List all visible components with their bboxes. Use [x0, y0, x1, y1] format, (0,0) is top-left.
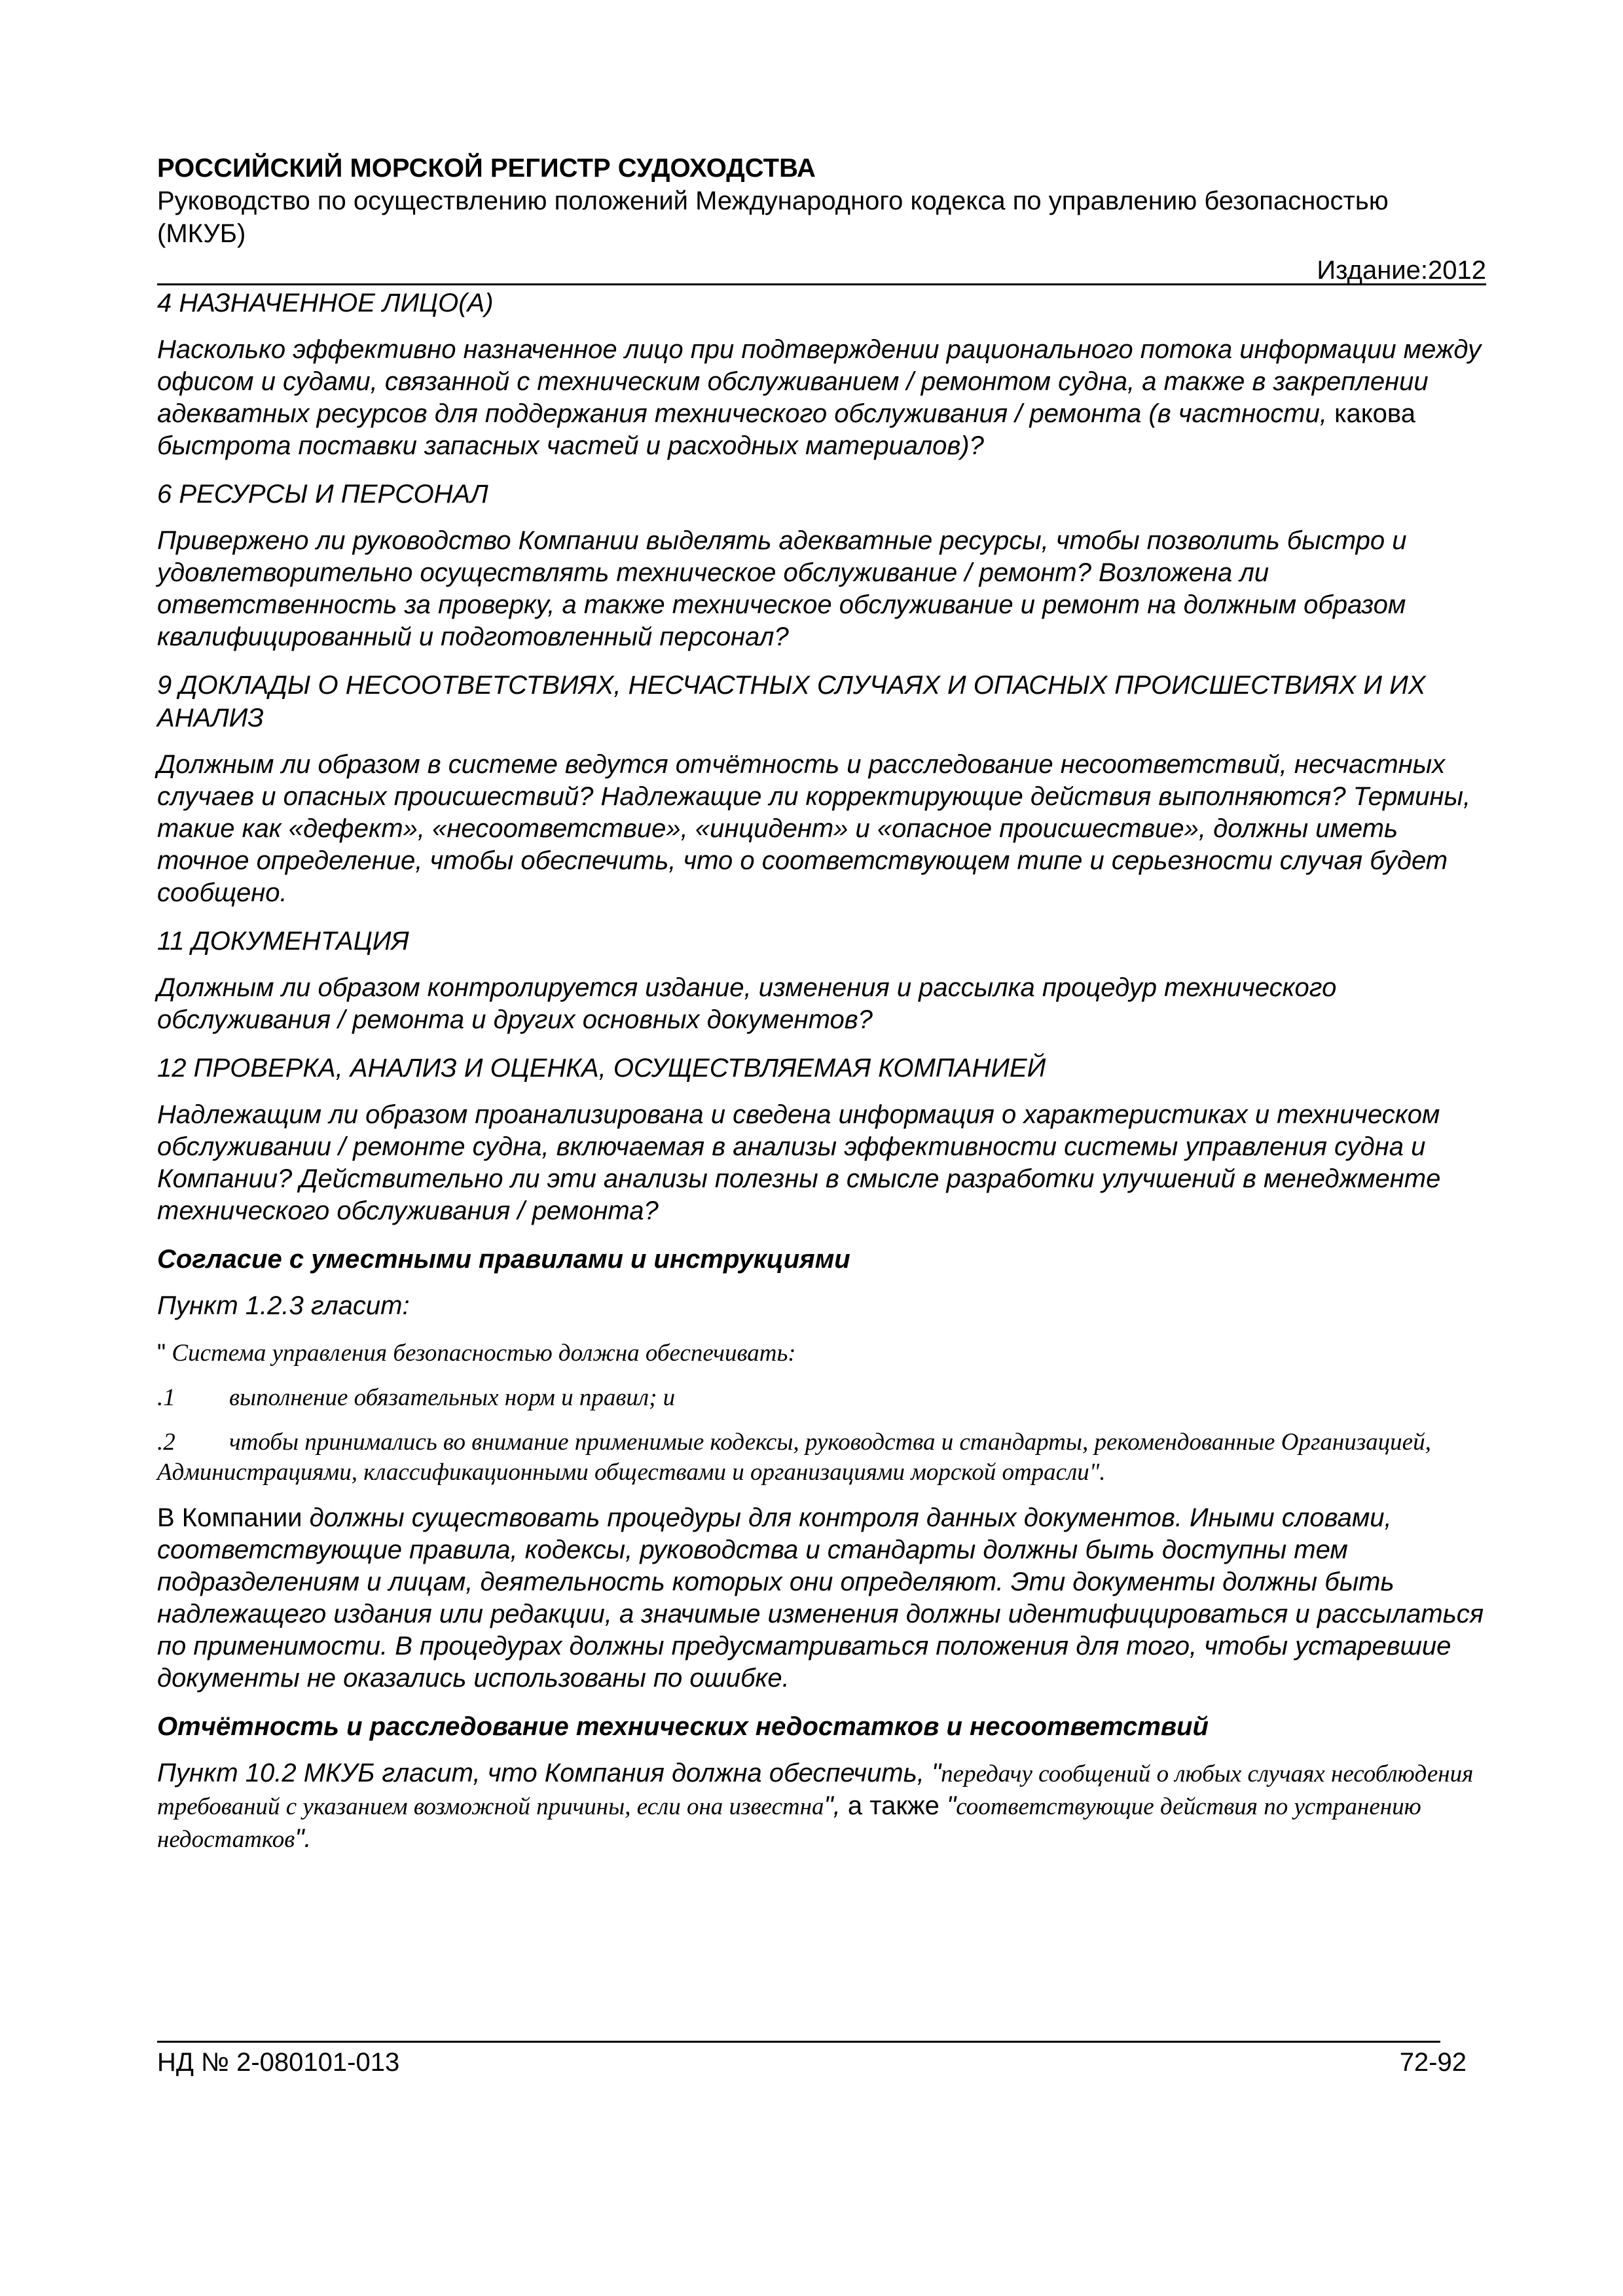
- section-heading-4: 4 НАЗНАЧЕННОЕ ЛИЦО(А): [157, 289, 494, 317]
- reporting-text-4: ": [939, 1791, 957, 1820]
- section-heading-12: 12 ПРОВЕРКА, АНАЛИЗ И ОЦЕНКА, ОСУЩЕСТВЛЯЕМАЯ КОМПАНИЕЙ: [157, 1054, 1046, 1083]
- document-title-line1: Руководство по осуществлению положений Международного кодекса по управлению безопасностью: [157, 187, 1389, 215]
- quote-mark: ": [157, 1339, 166, 1366]
- page-footer: [157, 2046, 1467, 2079]
- reporting-quote-2: соответствующие действия по устранению недостатков: [157, 1793, 1421, 1853]
- quote-item-2-number: .2: [157, 1429, 175, 1456]
- clause-intro: Пункт 1.2.3 гласит:: [157, 1291, 410, 1320]
- reporting-text-2: ",: [824, 1791, 848, 1820]
- page-header: [157, 152, 1486, 287]
- section-text-4-a: Насколько эффективно назначенное лицо при подтверждении рационального потока информации между офисом и судами, связанной с техническим обслуживанием / ремонтом судна, а также в закреплении адекватных ресурсов для поддержания технического обслуживания / ремонта (в частности,: [157, 335, 1482, 428]
- reporting-text-1: Пункт 10.2 МКУБ гласит, что Компания должна обеспечить, ": [157, 1759, 941, 1787]
- quote-intro: [157, 1338, 1486, 1369]
- reporting-text-5: ".: [295, 1824, 312, 1853]
- reporting-text: [157, 1757, 1486, 1856]
- compliance-heading: Согласие с уместными правилами и инструкциями: [157, 1245, 850, 1274]
- section-text-12: Надлежащим ли образом проанализирована и сведена информация о характеристиках и техническом обслуживании / ремонте судна, включаемая в анализы эффективности системы управления судна и Компании? Действительно ли эти анализы полезны в смысле разработки улучшений в менеджменте технического обслуживания / ремонта?: [157, 1100, 1441, 1225]
- section-text-9: Должным ли образом в системе ведутся отчётность и расследование несоответствий, несчастных случаев и опасных происшествий? Надлежащие ли корректирующие действия выполняются? Термины, такие как «дефект», «несоответствие», «инцидент» и «опасное происшествие», должны иметь точное определение, чтобы обеспечить, что о соответствующем типе и серьезности случая будет сообщено.: [157, 750, 1471, 907]
- document-title-line2: (МКУБ): [157, 219, 246, 248]
- quote-item-1: [157, 1383, 1486, 1413]
- quote-item-2-text: чтобы принимались во внимание применимые кодексы, руководства и стандарты, рекомендованные Организацией, Администрациями, классификационными обществами и организациями морской отрасли".: [157, 1429, 1431, 1486]
- section-text-4-b: какова: [1334, 399, 1415, 428]
- page-body: [157, 287, 1486, 1871]
- compliance-body-a: В Компании: [157, 1503, 302, 1532]
- organization-name: РОССИЙСКИЙ МОРСКОЙ РЕГИСТР СУДОХОДСТВА: [157, 154, 816, 183]
- reporting-quote-1: передачу сообщений о любых случаях несоблюдения требований с указанием возможной причины, если она известна: [157, 1761, 1474, 1820]
- page-number: 72-92: [1399, 2048, 1467, 2077]
- reporting-heading: Отчётность и расследование технических недостатков и несоответствий: [157, 1712, 1209, 1741]
- quote-item-1-text: выполнение обязательных норм и правил; и: [229, 1384, 676, 1411]
- footer-divider: [157, 2041, 1440, 2043]
- section-heading-6: 6 РЕСУРСЫ И ПЕРСОНАЛ: [157, 480, 488, 509]
- section-heading-9: 9 ДОКЛАДЫ О НЕСООТВЕТСТВИЯХ, НЕСЧАСТНЫХ СЛУЧАЯХ И ОПАСНЫХ ПРОИСШЕСТВИЯХ И ИХ АНАЛИЗ: [157, 671, 1426, 732]
- document-number: НД № 2-080101-013: [157, 2048, 400, 2077]
- quote-intro-text: Система управления безопасностью должна обеспечивать:: [166, 1340, 796, 1367]
- section-heading-11: 11 ДОКУМЕНТАЦИЯ: [157, 927, 409, 956]
- section-text-4-c: быстрота поставки запасных частей и расходных материалов)?: [157, 431, 984, 460]
- quote-item-1-number: .1: [157, 1384, 175, 1411]
- compliance-body-b: должны существовать процедуры для контроля данных документов. Иными словами, соответствующие правила, кодексы, руководства и стандарты должны быть доступны тем подразделениям и лицам, деятельность которых они определяют. Эти документы должны быть надлежащего издания или редакции, а значимые изменения должны идентифицироваться и рассылаться по применимости. В процедурах должны предусматриваться положения для того, чтобы устаревшие документы не оказались использованы по ошибке.: [157, 1503, 1484, 1693]
- section-text-6: Привержено ли руководство Компании выделять адекватные ресурсы, чтобы позволить быстро и удовлетворительно осуществлять техническое обслуживание / ремонт? Возложена ли ответственность за проверку, а также техническое обслуживание и ремонт на должным образом квалифицированный и подготовленный персонал?: [157, 526, 1407, 651]
- section-text-11: Должным ли образом контролируется издание, изменения и рассылка процедур технического обслуживания / ремонта и других основных документов?: [157, 973, 1337, 1034]
- reporting-text-3: а также: [847, 1791, 939, 1820]
- section-text-4: [157, 334, 1486, 462]
- edition-label: Издание:2012: [1317, 256, 1486, 285]
- quote-item-2: [157, 1427, 1486, 1488]
- header-divider: [157, 283, 1486, 285]
- compliance-body: [157, 1502, 1486, 1695]
